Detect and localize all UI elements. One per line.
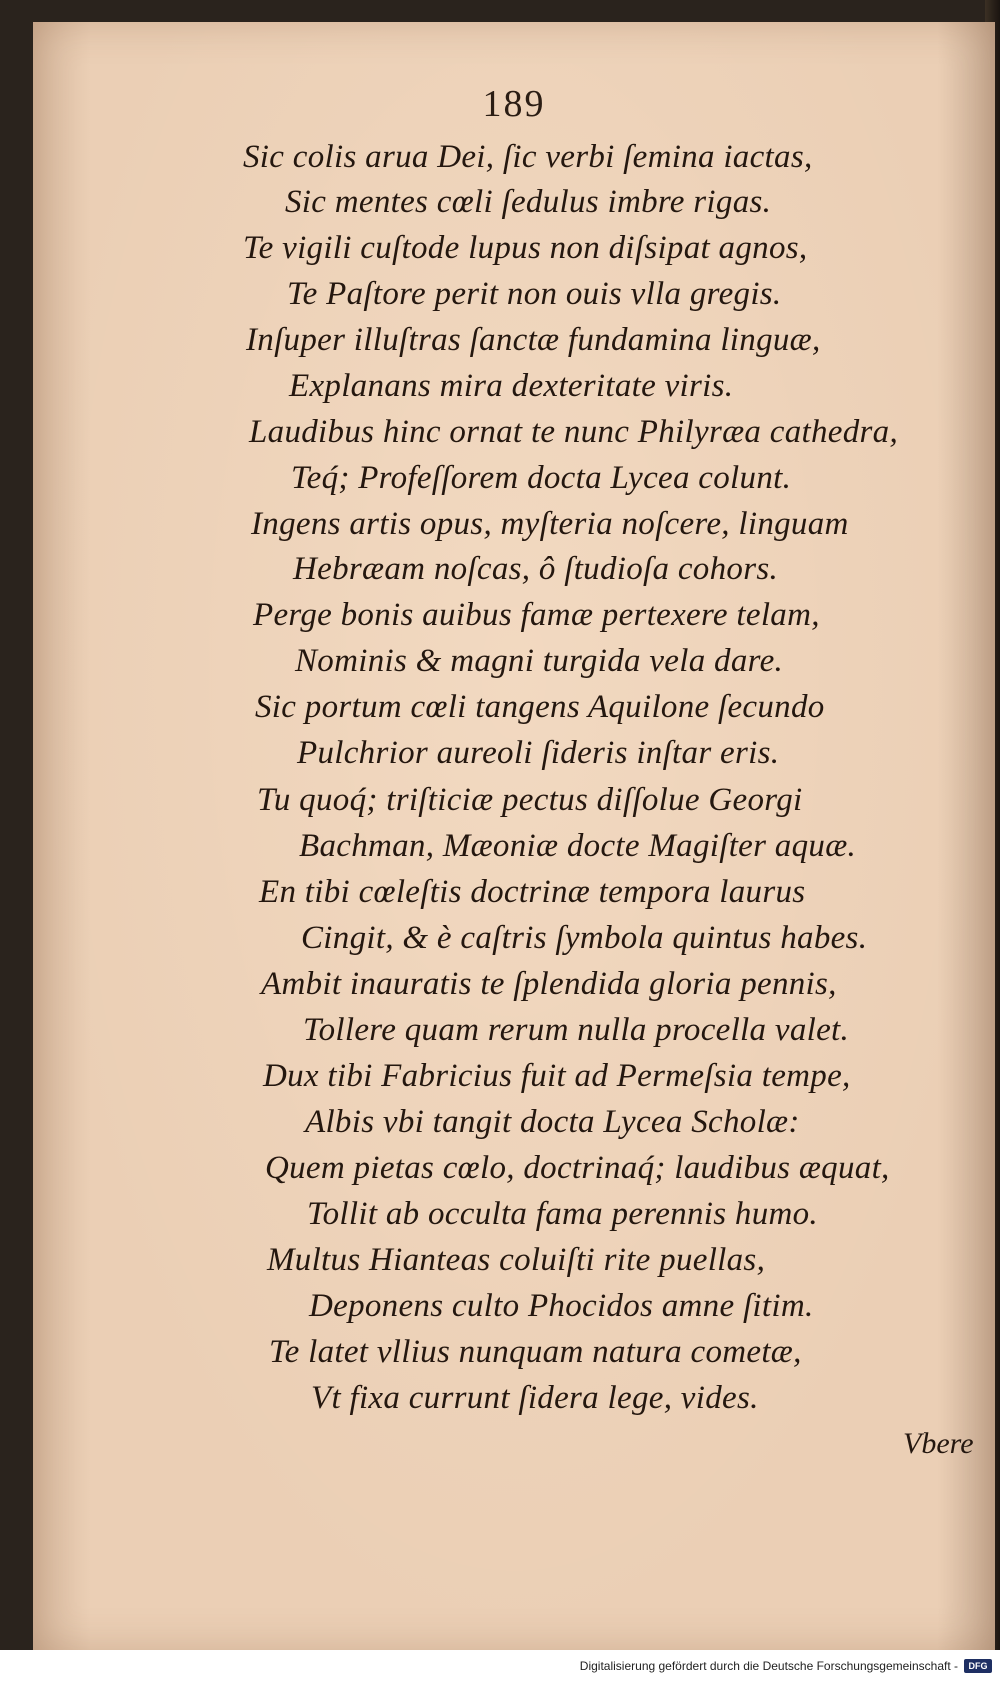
verse-line: Te vigili cuſtode lupus non diſsipat agnos, — [243, 230, 808, 266]
verse-line: Cingit, & è caſtris ſymbola quintus habes. — [301, 920, 868, 956]
verse-line: Tu quoq́; triſticiæ pectus diſſolue Georgi — [257, 782, 803, 818]
verse-line: Hebræam noſcas, ô ſtudioſa cohors. — [293, 551, 779, 587]
verse-line: En tibi cœleſtis doctrinæ tempora laurus — [259, 874, 806, 910]
verse-line: Pulchrior aureoli ſideris inſtar eris. — [297, 735, 780, 771]
verse-line: Vt fixa currunt ſidera lege, vides. — [311, 1380, 759, 1416]
verse-line: Deponens culto Phocidos amne ſitim. — [309, 1288, 814, 1324]
verse-line: Sic mentes cœli ſedulus imbre rigas. — [285, 184, 772, 220]
verse-line: Sic portum cœli tangens Aquilone ſecundo — [255, 689, 825, 725]
verse-line: Teq́; Profeſſorem docta Lycea colunt. — [291, 460, 792, 496]
verse-line: Albis vbi tangit docta Lycea Scholæ: — [305, 1104, 800, 1140]
verse-line: Te Paſtore perit non ouis vlla gregis. — [287, 276, 782, 312]
verse-line: Inſuper illuſtras ſanctæ fundamina linguæ, — [246, 322, 821, 358]
dfg-logo-icon: DFG — [964, 1659, 992, 1673]
verse-line: Perge bonis auibus famæ pertexere telam, — [253, 597, 820, 633]
verse-line: Multus Hianteas coluiſti rite puellas, — [267, 1242, 766, 1278]
catchword: Vbere — [903, 1427, 974, 1460]
verse-line: Explanans mira dexteritate viris. — [289, 368, 734, 404]
verse-line: Ingens artis opus, myſteria noſcere, linguam — [251, 506, 849, 542]
verse-line: Sic colis arua Dei, ſic verbi ſemina iactas, — [243, 139, 813, 175]
verse-line: Laudibus hinc ornat te nunc Philyræa cathedra, — [249, 414, 899, 450]
funding-credit: Digitalisierung gefördert durch die Deutsche Forschungsgemeinschaft - — [579, 1659, 958, 1673]
book-page — [33, 22, 995, 1650]
verse-line: Nominis & magni turgida vela dare. — [295, 643, 784, 679]
verse-line: Ambit inauratis te ſplendida gloria pennis, — [261, 966, 837, 1002]
verse-line: Dux tibi Fabricius fuit ad Permeſsia tempe, — [263, 1058, 851, 1094]
verse-line: Bachman, Mæoniæ docte Magiſter aquæ. — [299, 828, 857, 864]
verse-line: Tollit ab occulta fama perennis humo. — [307, 1196, 818, 1232]
page-number: 189 — [482, 83, 546, 125]
verse-line: Te latet vllius nunquam natura cometæ, — [269, 1334, 802, 1370]
verse-line: Quem pietas cœlo, doctrinaq́; laudibus æquat, — [265, 1150, 890, 1186]
footer-bar — [0, 1650, 1000, 1686]
verse-line: Tollere quam rerum nulla procella valet. — [303, 1012, 850, 1048]
